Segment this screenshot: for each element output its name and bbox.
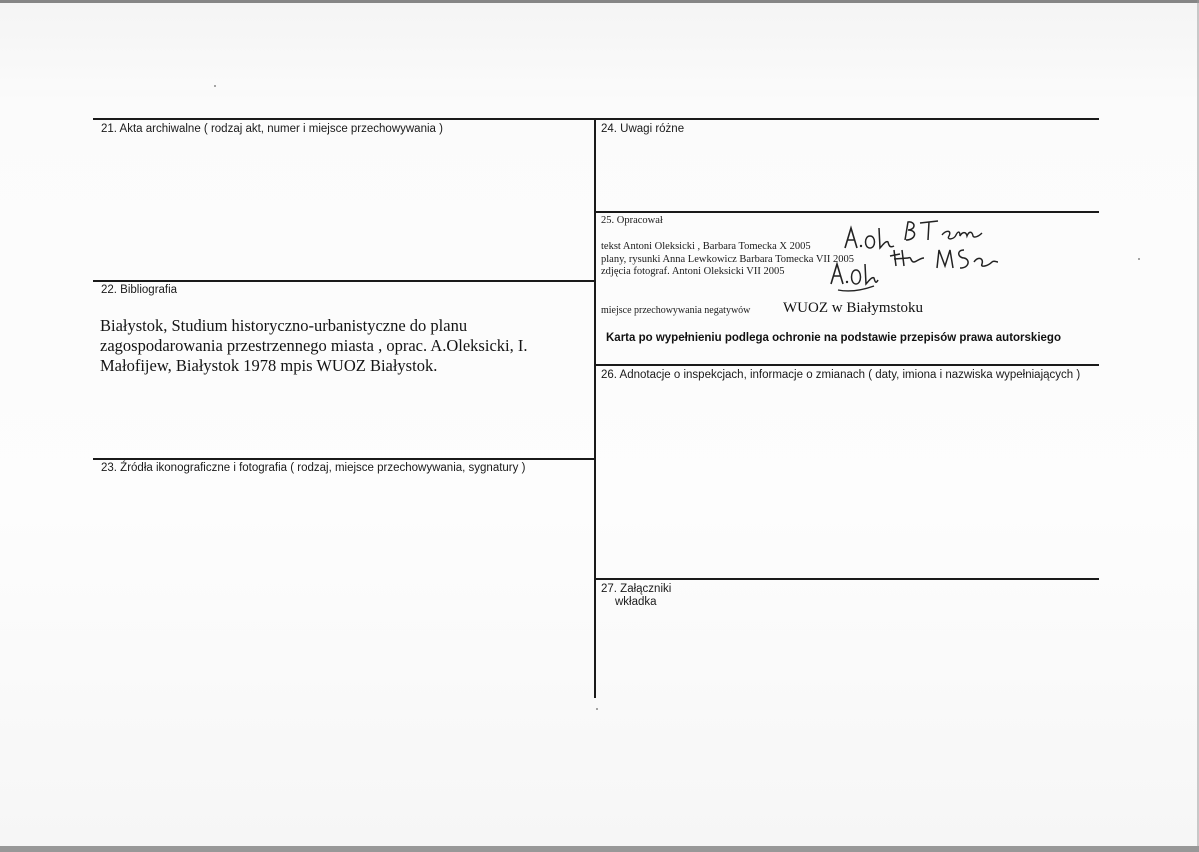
author-photos-line: zdjęcia fotograf. Antoni Oleksicki VII 2005	[601, 266, 785, 277]
bibliography-line: zagospodarowania przestrzennego miasta , oprac. A.Oleksicki, I.	[100, 336, 528, 355]
section-23-label: 23. Źródła ikonograficzne i fotografia ( rodzaj, miejsce przechowywania, sygnatury )	[101, 462, 526, 474]
rule-top-left	[93, 118, 596, 120]
signature-plans-1	[902, 218, 987, 244]
section-26-label: 26. Adnotacje o inspekcjach, informacje o zmianach ( daty, imiona i nazwiska wypełniających )	[601, 369, 1081, 381]
rule-s27-top	[596, 578, 1099, 580]
section-21-label: 21. Akta archiwalne ( rodzaj akt, numer i miejsce przechowywania )	[101, 123, 443, 135]
bibliography-line: Białystok, Studium historyczno-urbanistyczne do planu	[100, 316, 468, 335]
negative-repository-label: miejsce przechowywania negatywów	[601, 305, 751, 316]
rule-top-right	[596, 118, 1099, 120]
rule-s26-top	[596, 364, 1099, 366]
scan-speck	[596, 708, 598, 710]
scan-edge-bottom	[0, 846, 1199, 852]
rule-s23-top	[93, 458, 595, 460]
rule-s22-top	[93, 280, 595, 282]
section-25-label: 25. Opracował	[601, 215, 663, 226]
scan-speck	[1138, 258, 1140, 260]
signature-plans-2	[888, 246, 928, 270]
signature-photos	[828, 258, 880, 294]
bibliography-line: Małofijew, Białystok 1978 mpis WUOZ Białystok.	[100, 356, 438, 375]
rule-s25-top	[596, 211, 1099, 213]
section-22-label: 22. Bibliografia	[101, 284, 178, 296]
bibliography-entry	[100, 316, 570, 376]
section-27-value: wkładka	[615, 596, 657, 608]
scan-edge-top	[0, 0, 1199, 3]
rule-center-vertical	[594, 118, 596, 698]
section-27-label: 27. Załączniki	[601, 583, 672, 595]
section-24-label: 24. Uwagi różne	[601, 123, 685, 135]
copyright-note: Karta po wypełnieniu podlega ochronie na podstawie przepisów prawa autorskiego	[606, 332, 1061, 344]
negative-repository-value: WUOZ w Białymstoku	[783, 300, 923, 316]
author-text-line: tekst Antoni Oleksicki , Barbara Tomecka X 2005	[601, 241, 811, 252]
author-plans-line: plany, rysunki Anna Lewkowicz Barbara Tomecka VII 2005	[601, 254, 855, 265]
scan-speck	[214, 85, 216, 87]
signature-plans-3	[934, 244, 1000, 272]
